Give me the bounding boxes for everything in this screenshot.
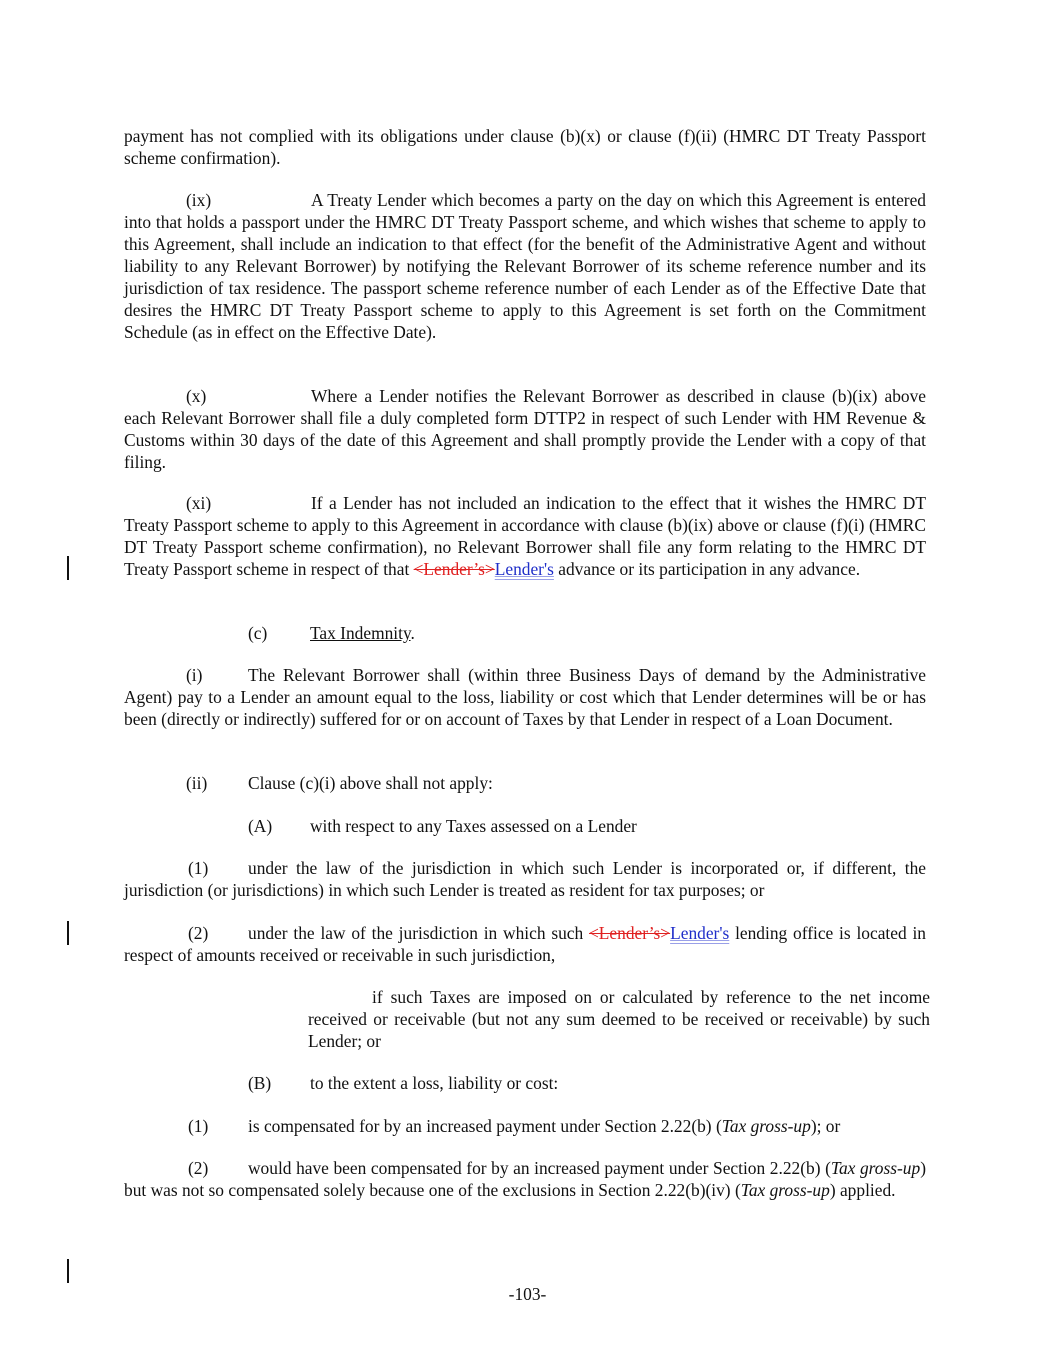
clause-text: under the law of the jurisdiction in which such Lender is incorporated or, if different, the jurisdiction (or jurisdictions) in which such Lender is treated as resident for tax purposes; or [124, 858, 926, 900]
clause-label: (B) [248, 1073, 272, 1093]
clause-text: A Treaty Lender which becomes a party on the day on which this Agreement is entered into that holds a passport under the HMRC DT Treaty Passport scheme, and which wishes that scheme to apply to this Agreement, shall include an indication to that effect (for the benefit of the Administrative Agent and without liability to any Relevant Borrower) by notifying the Relevant Borrower of its scheme reference number and its jurisdiction of tax residence. The passport scheme reference number of each Lender as of the Effective Date that desires the HMRC DT Treaty Passport scheme to apply to this Agreement is set forth on the Commitment Schedule (as in effect on the Effective Date). [124, 190, 926, 342]
clause-B-2 [124, 1157, 926, 1201]
italic-reference: Tax gross-up [830, 1158, 921, 1178]
tracked-deletion: <Lender’s> [413, 559, 495, 579]
clause-label: (i) [186, 665, 203, 685]
clause-B-1 [124, 1115, 926, 1137]
clause-text: is compensated for by an increased payment under Section 2.22(b) ( [248, 1116, 722, 1136]
tracked-insertion: Lender's [670, 923, 730, 943]
page-number: -103- [508, 1284, 547, 1304]
clause-text: would have been compensated for by an increased payment under Section 2.22(b) ( [248, 1158, 831, 1178]
clause-text: if such Taxes are imposed on or calculated by reference to the net income received or receivable (but not any sum deemed to be received or receivable) by such Lender; or [308, 987, 930, 1051]
clause-label: (xi) [186, 493, 212, 513]
paragraph-text: payment has not complied with its obligations under clause (b)(x) or clause (f)(ii) (HMRC DT Treaty Passport scheme confirmation). [124, 126, 926, 168]
clause-text: If a Lender has not included an indication to the effect that it wishes the HMRC DT Treaty Passport scheme to apply to this Agreement in accordance with clause (b)(ix) above or clause (f)(i) (HMRC DT Treaty Passport scheme confirmation), no Relevant Borrower shall file any form relating to the HMRC DT Treaty Passport scheme in respect of that [124, 493, 926, 579]
clause-text: ); or [810, 1116, 841, 1136]
clause-label: (1) [188, 858, 209, 878]
change-bar [67, 1259, 69, 1283]
clause-text: advance or its participation in any advance. [553, 559, 861, 579]
clause-text: ) applied. [829, 1180, 896, 1200]
clause-A-2 [124, 922, 926, 966]
clause-label: (2) [188, 923, 209, 943]
clause-text: under the law of the jurisdiction in which such [248, 923, 589, 943]
clause-text: lending office is located in respect of amounts received or receivable in such jurisdiction, [124, 923, 926, 965]
paragraph-continuation [124, 125, 926, 169]
tracked-insertion: Lender's [494, 559, 554, 579]
clause-c-ii-A [124, 815, 926, 837]
clause-label: (x) [186, 386, 207, 406]
section-heading: Tax Indemnity [310, 623, 411, 643]
clause-label: (c) [248, 623, 268, 643]
clause-b-ix [124, 189, 926, 343]
clause-A-1 [124, 857, 926, 901]
clause-text: Clause (c)(i) above shall not apply: [248, 773, 493, 793]
clause-label: (A) [248, 816, 273, 836]
italic-reference: Tax gross-up [721, 1116, 811, 1136]
change-bar [67, 921, 69, 945]
clause-c-heading [124, 622, 926, 644]
change-bar [67, 556, 69, 580]
clause-c-ii-B [124, 1072, 926, 1094]
clause-condition [308, 986, 930, 1052]
clause-label: (ix) [186, 190, 212, 210]
clause-label: (1) [188, 1116, 209, 1136]
clause-text: with respect to any Taxes assessed on a Lender [310, 816, 637, 836]
clause-b-x [124, 385, 926, 473]
clause-text: ) but was not so compensated solely because one of the exclusions in Section 2.22(b)(iv) ( [124, 1158, 926, 1200]
clause-label: (ii) [186, 773, 208, 793]
heading-period: . [410, 623, 415, 643]
clause-c-ii [124, 772, 926, 794]
clause-text: to the extent a loss, liability or cost: [310, 1073, 559, 1093]
clause-label: (2) [188, 1158, 209, 1178]
clause-text: The Relevant Borrower shall (within three Business Days of demand by the Administrative Agent) pay to a Lender an amount equal to the loss, liability or cost which that Lender determines will be or has been (directly or indirectly) suffered for or on account of Taxes by that Lender in respect of a Loan Document. [124, 665, 926, 729]
italic-reference: Tax gross-up [740, 1180, 830, 1200]
clause-c-i [124, 664, 926, 730]
clause-text: Where a Lender notifies the Relevant Borrower as described in clause (b)(ix) above each Relevant Borrower shall file a duly completed form DTTP2 in respect of such Lender with HM Revenue & Customs within 30 days of the date of this Agreement and shall promptly provide the Lender with a copy of that filing. [124, 386, 926, 472]
clause-b-xi [124, 492, 926, 580]
tracked-deletion: <Lender’s> [589, 923, 671, 943]
